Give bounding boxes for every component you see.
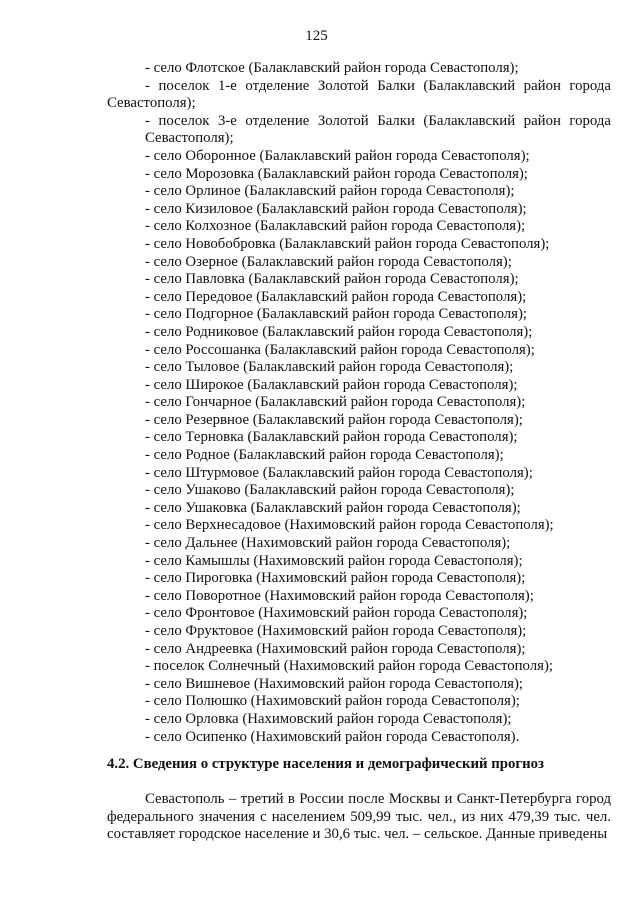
list-item: - село Колхозное (Балаклавский район города Севастополя); <box>145 218 526 235</box>
list-item: - село Флотское (Балаклавский район города Севастополя); <box>145 60 519 76</box>
list-item: - село Орлиное (Балаклавский район города Севастополя); <box>145 183 515 200</box>
list-item: - село Дальнее (Нахимовский район города Севастополя); <box>145 535 511 552</box>
list-item: - село Тыловое (Балаклавский район города Севастополя); <box>145 359 514 376</box>
list-item: - село Верхнесадовое (Нахимовский район города Севастополя); <box>145 517 554 534</box>
list-item: - село Озерное (Балаклавский район города Севастополя); <box>145 253 512 270</box>
list-item: - село Родное (Балаклавский район города Севастополя); <box>145 447 504 464</box>
list-item: - село Передовое (Балаклавский район города Севастополя); <box>145 288 527 305</box>
list-item: - село Широкое (Балаклавский район города Севастополя); <box>145 376 518 393</box>
list-item: - село Полюшко (Нахимовский район города Севастополя); <box>145 693 520 710</box>
list-item: - село Ушаково (Балаклавский район города Севастополя); <box>145 482 515 499</box>
settlement-list <box>107 60 611 746</box>
list-item: - село Фруктовое (Нахимовский район города Севастополя); <box>145 623 527 639</box>
list-item: - село Резервное (Балаклавский район города Севастополя); <box>145 411 523 428</box>
list-item: - село Осипенко (Нахимовский район города Севастополя). <box>145 728 520 745</box>
list-item: - поселок 1-е отделение Золотой Балки (Балаклавский район города Севастополя); <box>107 77 611 112</box>
page-number: 125 <box>305 28 328 44</box>
list-item: - село Гончарное (Балаклавский район города Севастополя); <box>145 394 526 411</box>
list-item: - село Россошанка (Балаклавский район города Севастополя); <box>145 341 535 358</box>
list-item: - село Камышлы (Нахимовский район города Севастополя); <box>145 552 523 569</box>
list-item: - поселок 3-е отделение Золотой Балки (Балаклавский район города Севастополя); <box>145 112 611 147</box>
list-item: - село Ушаковка (Балаклавский район города Севастополя); <box>145 499 521 516</box>
list-item: - село Морозовка (Балаклавский район города Севастополя); <box>145 165 528 182</box>
list-item: - село Павловка (Балаклавский район города Севастополя); <box>145 271 519 288</box>
list-item: - село Пироговка (Нахимовский район города Севастополя); <box>145 570 526 587</box>
list-item: - село Оборонное (Балаклавский район города Севастополя); <box>145 147 530 164</box>
list-item: - село Фронтовое (Нахимовский район города Севастополя); <box>145 605 528 622</box>
list-item: - село Андреевка (Нахимовский район города Севастополя); <box>145 640 526 657</box>
list-item: - село Вишневое (Нахимовский район города Севастополя); <box>145 675 524 692</box>
list-item: - село Подгорное (Балаклавский район города Севастополя); <box>145 306 528 323</box>
list-item: - село Штурмовое (Балаклавский район города Севастополя); <box>145 464 533 481</box>
list-item: - село Родниковое (Балаклавский район города Севастополя); <box>145 323 533 340</box>
list-item: - село Новобобровка (Балаклавский район города Севастополя); <box>145 235 550 252</box>
list-item: - село Поворотное (Нахимовский район города Севастополя); <box>145 587 534 604</box>
body-paragraph: Севастополь – третий в России после Москвы и Санкт-Петербурга город федерального значения с населением 509,99 тыс. чел., из них 479,39 тыс. чел. составляет городское население и 30,6 тыс. чел. – сельское. Данные приведены <box>107 791 611 843</box>
list-item: - село Кизиловое (Балаклавский район города Севастополя); <box>145 200 527 217</box>
section-heading: 4.2. Сведения о структуре населения и демографический прогноз <box>107 756 545 772</box>
list-item: - село Терновка (Балаклавский район города Севастополя); <box>145 429 518 446</box>
list-item: - село Орловка (Нахимовский район города Севастополя); <box>145 710 512 727</box>
list-item: - поселок Солнечный (Нахимовский район города Севастополя); <box>145 658 553 675</box>
